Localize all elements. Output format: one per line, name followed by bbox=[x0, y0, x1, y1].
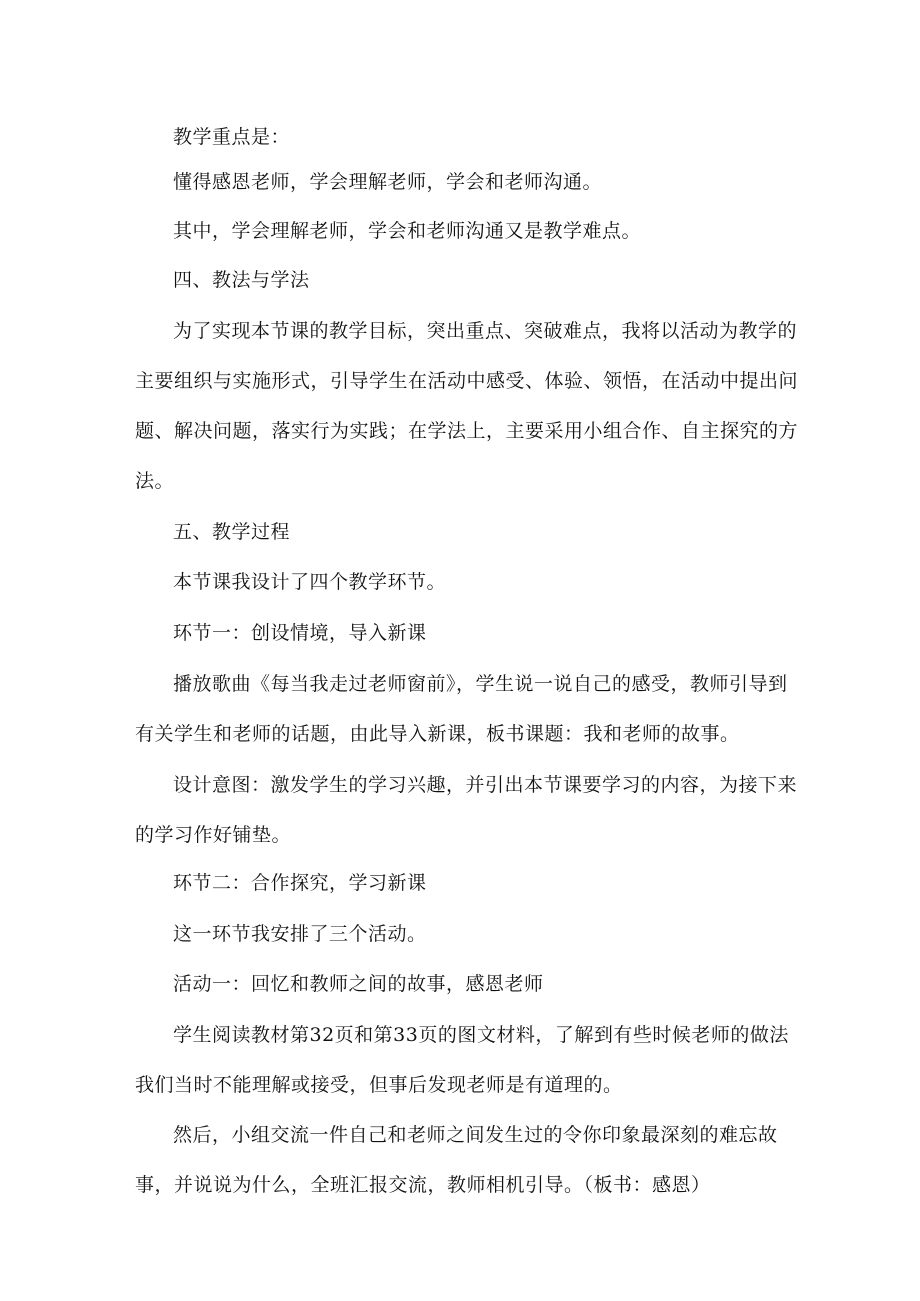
stage-two-heading bbox=[135, 858, 780, 908]
paragraph-four-stages bbox=[135, 557, 780, 607]
text-line: 本节课我设计了四个教学环节。 bbox=[173, 571, 447, 593]
text-line: 事，并说说为什么，全班汇报交流，教师相机引导。（板书：感恩） bbox=[135, 1174, 711, 1196]
text-line: 四、教法与学法 bbox=[173, 269, 310, 291]
paragraph-teaching-difficulty bbox=[135, 206, 780, 256]
text-line: 活动一：回忆和教师之间的故事，感恩老师 bbox=[173, 973, 544, 995]
text-line: 为了实现本节课的教学目标，突出重点、突破难点，我将以活动为教学的 bbox=[173, 320, 798, 342]
text-line: 主要组织与实施形式，引导学生在活动中感受、体验、领悟，在活动中提出问 bbox=[135, 370, 799, 392]
text-line: 环节一：创设情境，导入新课 bbox=[173, 622, 427, 644]
text-line: 懂得感恩老师，学会理解老师，学会和老师沟通。 bbox=[173, 171, 603, 193]
paragraph-stage-one bbox=[135, 659, 788, 759]
text-line: 这一环节我安排了三个活动。 bbox=[173, 923, 427, 945]
text-line: 播放歌曲《每当我走过老师窗前》，学生说一说自己的感受，教师引导到 bbox=[173, 673, 788, 695]
section-heading-process bbox=[135, 507, 780, 557]
text-line: 环节二：合作探究，学习新课 bbox=[173, 872, 427, 894]
text-line: 法。 bbox=[135, 470, 175, 492]
section-heading-methods bbox=[135, 255, 780, 305]
paragraph-teaching-focus bbox=[135, 157, 780, 207]
paragraph-methods bbox=[135, 306, 799, 506]
text-line: 然后，小组交流一件自己和老师之间发生过的令你印象最深刻的难忘故 bbox=[173, 1124, 778, 1146]
paragraph-activity-one bbox=[135, 1010, 789, 1110]
text-line: 有关学生和老师的话题，由此导入新课，板书课题：我和老师的故事。 bbox=[135, 723, 740, 745]
stage-one-heading bbox=[135, 608, 780, 658]
text-line: 题、解决问题，落实行为实践；在学法上，主要采用小组合作、自主探究的方 bbox=[135, 420, 799, 442]
paragraph-group-sharing bbox=[135, 1110, 780, 1210]
paragraph-three-activities bbox=[135, 909, 780, 959]
text-line: 设计意图：激发学生的学习兴趣，并引出本节课要学习的内容，为接下来 bbox=[173, 774, 798, 796]
paragraph-teaching-focus-heading bbox=[135, 112, 780, 162]
activity-one-heading bbox=[135, 959, 780, 1009]
text-line: 其中，学会理解老师，学会和老师沟通又是教学难点。 bbox=[173, 220, 642, 242]
text-line: 教学重点是： bbox=[173, 126, 291, 148]
paragraph-design-intent bbox=[135, 760, 798, 860]
text-line: 我们当时不能理解或接受，但事后发现老师是有道理的。 bbox=[135, 1074, 623, 1096]
text-line: 的学习作好铺垫。 bbox=[135, 824, 292, 846]
text-line: 学生阅读教材第32页和第33页的图文材料，了解到有些时候老师的做法 bbox=[173, 1024, 789, 1046]
text-line: 五、教学过程 bbox=[173, 521, 291, 543]
